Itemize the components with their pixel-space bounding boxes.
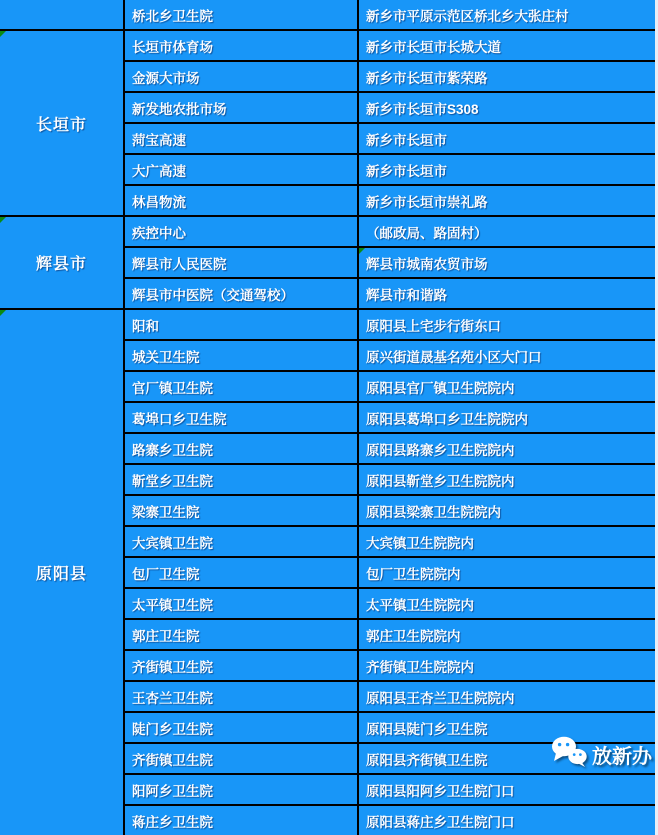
address-cell[interactable] (358, 123, 655, 154)
site-cell[interactable] (124, 92, 358, 123)
site-name: 郭庄卫生院 (132, 628, 200, 644)
site-cell[interactable] (124, 309, 358, 340)
site-cell[interactable] (124, 557, 358, 588)
site-name: 阳和 (132, 318, 159, 334)
site-address: 齐街镇卫生院院内 (366, 659, 474, 675)
site-cell[interactable] (124, 278, 358, 309)
address-cell[interactable] (358, 619, 655, 650)
site-name: 林昌物流 (132, 194, 186, 210)
site-name: 新发地农批市场 (132, 101, 227, 117)
site-address: 原阳县梁寨卫生院院内 (366, 504, 501, 520)
site-address: 新乡市长垣市 (366, 163, 447, 179)
site-address: 原阳县齐街镇卫生院 (366, 752, 488, 768)
address-cell[interactable] (358, 185, 655, 216)
table-row (0, 30, 655, 61)
address-cell[interactable] (358, 650, 655, 681)
address-cell[interactable] (358, 0, 655, 30)
excel-marker-icon (0, 310, 6, 316)
address-cell[interactable] (358, 557, 655, 588)
address-cell[interactable] (358, 92, 655, 123)
address-cell[interactable] (358, 216, 655, 247)
site-address: 包厂卫生院院内 (366, 566, 461, 582)
site-cell[interactable] (124, 0, 358, 30)
excel-marker-icon (0, 31, 6, 37)
site-cell[interactable] (124, 743, 358, 774)
address-cell[interactable] (358, 805, 655, 835)
site-cell[interactable] (124, 216, 358, 247)
watermark (551, 736, 652, 773)
site-cell[interactable] (124, 650, 358, 681)
site-name: 官厂镇卫生院 (132, 380, 213, 396)
wechat-icon (551, 736, 587, 773)
site-cell[interactable] (124, 712, 358, 743)
site-name: 菏宝高速 (132, 132, 186, 148)
site-address: 新乡市长垣市长城大道 (366, 39, 501, 55)
site-address: 原阳县路寨乡卫生院院内 (366, 442, 515, 458)
district-label: 长垣市 (35, 116, 87, 134)
site-name: 王杏兰卫生院 (132, 690, 213, 706)
site-name: 长垣市体育场 (132, 39, 213, 55)
site-address: 新乡市长垣市崇礼路 (366, 194, 488, 210)
site-cell[interactable] (124, 433, 358, 464)
site-name: 葛埠口乡卫生院 (132, 411, 227, 427)
site-cell[interactable] (124, 805, 358, 835)
site-name: 齐街镇卫生院 (132, 659, 213, 675)
site-name: 陡门乡卫生院 (132, 721, 213, 737)
site-address: 新乡市长垣市S308 (366, 101, 479, 117)
site-address: 原阳县上宅步行街东口 (366, 318, 501, 334)
site-cell[interactable] (124, 61, 358, 92)
address-cell[interactable] (358, 774, 655, 805)
site-cell[interactable] (124, 123, 358, 154)
site-name: 路寨乡卫生院 (132, 442, 213, 458)
excel-marker-icon (359, 248, 365, 254)
district-cell-1[interactable] (0, 30, 124, 216)
site-name: 城关卫生院 (132, 349, 200, 365)
site-name: 大广高速 (132, 163, 186, 179)
site-cell[interactable] (124, 340, 358, 371)
site-address: 原阳县靳堂乡卫生院院内 (366, 473, 515, 489)
site-name: 疾控中心 (132, 225, 186, 241)
address-cell[interactable] (358, 588, 655, 619)
site-name: 靳堂乡卫生院 (132, 473, 213, 489)
site-address: 太平镇卫生院院内 (366, 597, 474, 613)
address-cell[interactable] (358, 495, 655, 526)
site-cell[interactable] (124, 402, 358, 433)
address-cell[interactable] (358, 681, 655, 712)
address-cell[interactable] (358, 340, 655, 371)
address-cell[interactable] (358, 278, 655, 309)
site-name: 齐街镇卫生院 (132, 752, 213, 768)
table-row (0, 0, 655, 30)
district-cell-3[interactable] (0, 309, 124, 835)
site-name: 包厂卫生院 (132, 566, 200, 582)
site-cell[interactable] (124, 526, 358, 557)
site-address: 新乡市长垣市 (366, 132, 447, 148)
site-cell[interactable] (124, 185, 358, 216)
district-cell-2[interactable] (0, 216, 124, 309)
site-cell[interactable] (124, 681, 358, 712)
site-address: 原阳县陡门乡卫生院 (366, 721, 488, 737)
site-cell[interactable] (124, 371, 358, 402)
site-name: 蒋庄乡卫生院 (132, 814, 213, 830)
address-cell[interactable] (358, 402, 655, 433)
site-name: 桥北乡卫生院 (132, 8, 213, 24)
site-name: 金源大市场 (132, 70, 200, 86)
address-cell[interactable] (358, 309, 655, 340)
site-cell[interactable] (124, 464, 358, 495)
district-label: 原阳县 (35, 566, 87, 583)
district-label: 辉县市 (35, 256, 87, 273)
address-cell[interactable] (358, 371, 655, 402)
site-name: 大宾镇卫生院 (132, 535, 213, 551)
address-cell[interactable] (358, 464, 655, 495)
address-cell[interactable] (358, 154, 655, 185)
address-cell[interactable] (358, 30, 655, 61)
site-cell[interactable] (124, 619, 358, 650)
address-cell[interactable] (358, 433, 655, 464)
site-address: 原阳县蒋庄乡卫生院门口 (366, 814, 515, 830)
site-address: 郭庄卫生院院内 (366, 628, 461, 644)
site-cell[interactable] (124, 247, 358, 278)
table-row (0, 216, 655, 247)
site-name: 辉县市中医院（交通驾校） (132, 287, 294, 303)
site-address: 原阳县葛埠口乡卫生院院内 (366, 411, 528, 427)
site-cell[interactable] (124, 30, 358, 61)
site-address: 新乡市平原示范区桥北乡大张庄村 (366, 8, 569, 24)
site-address: 原阳县阳阿乡卫生院门口 (366, 783, 515, 799)
district-cell-empty[interactable] (0, 0, 124, 30)
site-cell[interactable] (124, 495, 358, 526)
address-cell[interactable] (358, 247, 655, 278)
site-name: 太平镇卫生院 (132, 597, 213, 613)
site-address: 大宾镇卫生院院内 (366, 535, 474, 551)
site-address: 原阳县王杏兰卫生院院内 (366, 690, 515, 706)
site-address: 辉县市和谐路 (366, 287, 447, 303)
site-address: 新乡市长垣市紫荣路 (366, 70, 488, 86)
site-cell[interactable] (124, 774, 358, 805)
site-address: 辉县市城南农贸市场 (366, 256, 488, 272)
site-name: 梁寨卫生院 (132, 504, 200, 520)
site-name: 阳阿乡卫生院 (132, 783, 213, 799)
watermark-label: 放新办 (592, 746, 652, 768)
table-row (0, 309, 655, 340)
address-cell[interactable] (358, 61, 655, 92)
site-address: （邮政局、路固村） (366, 225, 488, 241)
site-name: 辉县市人民医院 (132, 256, 227, 272)
site-address: 原阳县官厂镇卫生院院内 (366, 380, 515, 396)
site-cell[interactable] (124, 154, 358, 185)
address-cell[interactable] (358, 526, 655, 557)
site-address: 原兴街道晟基名苑小区大门口 (366, 349, 542, 365)
excel-marker-icon (0, 217, 6, 223)
site-cell[interactable] (124, 588, 358, 619)
